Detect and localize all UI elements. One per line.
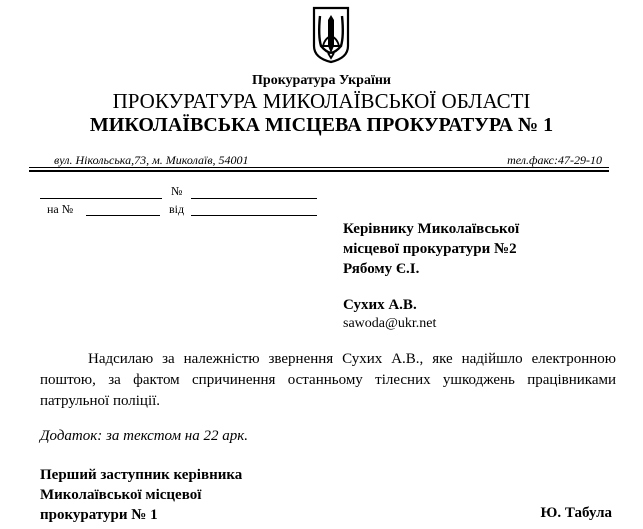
outgoing-date-line	[40, 198, 162, 199]
recipient-email: sawoda@ukr.net	[343, 316, 437, 331]
addressee-line-1: Керівнику Миколаївської	[343, 221, 520, 237]
header-divider	[29, 167, 609, 168]
local-office-title: МИКОЛАЇВСЬКА МІСЦЕВА ПРОКУРАТУРА № 1	[89, 114, 554, 136]
office-phone: тел.факс:47-29-10	[507, 153, 602, 167]
agency-name: Прокуратура України	[252, 73, 391, 88]
on-number-label: на №	[47, 202, 74, 216]
signatory-name: Ю. Табула	[540, 505, 612, 521]
signatory-line-2: Миколаївської місцевої	[40, 487, 202, 503]
incoming-date-line	[191, 215, 317, 216]
region-office-title: ПРОКУРАТУРА МИКОЛАЇВСЬКОЇ ОБЛАСТІ	[112, 89, 531, 113]
addressee-line-3: Рябому Є.І.	[343, 261, 420, 277]
signatory-position	[40, 465, 242, 525]
outgoing-number-line	[191, 198, 317, 199]
number-label: №	[171, 184, 183, 198]
signatory-line-3: прокуратури № 1	[40, 507, 158, 523]
addressee-line-2: місцевої прокуратури №2	[343, 241, 517, 257]
signatory-line-1: Перший заступник керівника	[40, 467, 243, 483]
office-address: вул. Нікольська,73, м. Миколаїв, 54001	[54, 153, 249, 167]
trident-emblem-icon	[311, 6, 351, 64]
incoming-number-line	[86, 215, 160, 216]
letter-body: Надсилаю за належністю звернення Сухих А.В., яке надійшло електронною поштою, за фактом спричинення останньому тілесних ушкоджень працівниками патрульної поліції.	[40, 351, 616, 409]
from-label: від	[169, 202, 185, 216]
header-divider-thick	[29, 170, 609, 172]
attachment-note: Додаток: за текстом на 22 арк.	[40, 428, 249, 444]
recipient-name: Сухих А.В.	[343, 297, 417, 313]
